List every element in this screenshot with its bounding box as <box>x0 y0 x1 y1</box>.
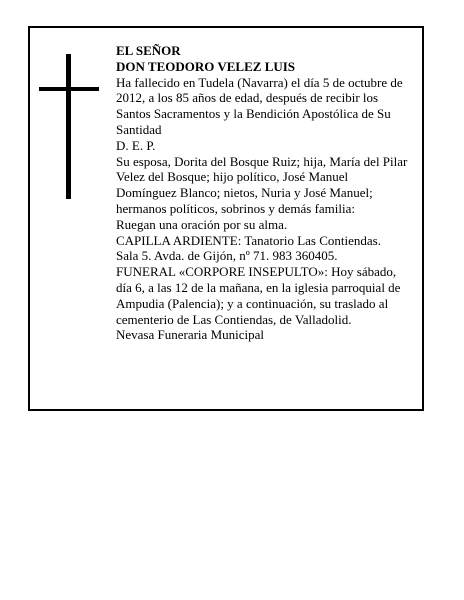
death-announcement-line-4: Santidad <box>116 121 162 137</box>
deceased-name: DON TEODORO VELEZ LUIS <box>116 58 296 74</box>
funeral-line-4: cementerio de Las Contiendas, de Valladolid. <box>116 311 352 327</box>
notice-heading: EL SEÑOR <box>116 43 181 58</box>
family-line-2: Velez del Bosque; hijo político, José Manuel <box>116 169 349 185</box>
latin-cross-icon <box>39 54 101 199</box>
obituary-notice <box>28 26 424 411</box>
family-line-1: Su esposa, Dorita del Bosque Ruiz; hija, María del Pilar <box>116 153 408 169</box>
obituary-text <box>116 43 422 343</box>
family-line-4: hermanos políticos, sobrinos y demás familia: <box>116 200 356 216</box>
chapel-line-1: CAPILLA ARDIENTE: Tanatorio Las Contiendas. <box>116 232 381 248</box>
funeral-home: Nevasa Funeraria Municipal <box>116 327 265 343</box>
cross-vertical-bar <box>66 54 71 199</box>
death-announcement-line-2: 2012, a los 85 años de edad, después de recibir los <box>116 90 379 106</box>
cross-horizontal-bar <box>39 87 99 91</box>
chapel-line-2: Sala 5. Avda. de Gijón, nº 71. 983 360405. <box>116 248 338 264</box>
rip-line: D. E. P. <box>116 137 156 153</box>
funeral-line-1: FUNERAL «CORPORE INSEPULTO»: Hoy sábado, <box>116 264 397 280</box>
death-announcement-line-1: Ha fallecido en Tudela (Navarra) el día 5 de octubre de <box>116 74 403 90</box>
funeral-line-3: Ampudia (Palencia); y a continuación, su traslado al <box>116 295 389 311</box>
family-line-3: Domínguez Blanco; nietos, Nuria y José Manuel; <box>116 185 373 201</box>
prayer-request: Ruegan una oración por su alma. <box>116 216 288 232</box>
death-announcement-line-3: Santos Sacramentos y la Bendición Apostólica de Su <box>116 106 391 122</box>
funeral-line-2: día 6, a las 12 de la mañana, en la iglesia parroquial de <box>116 279 401 295</box>
